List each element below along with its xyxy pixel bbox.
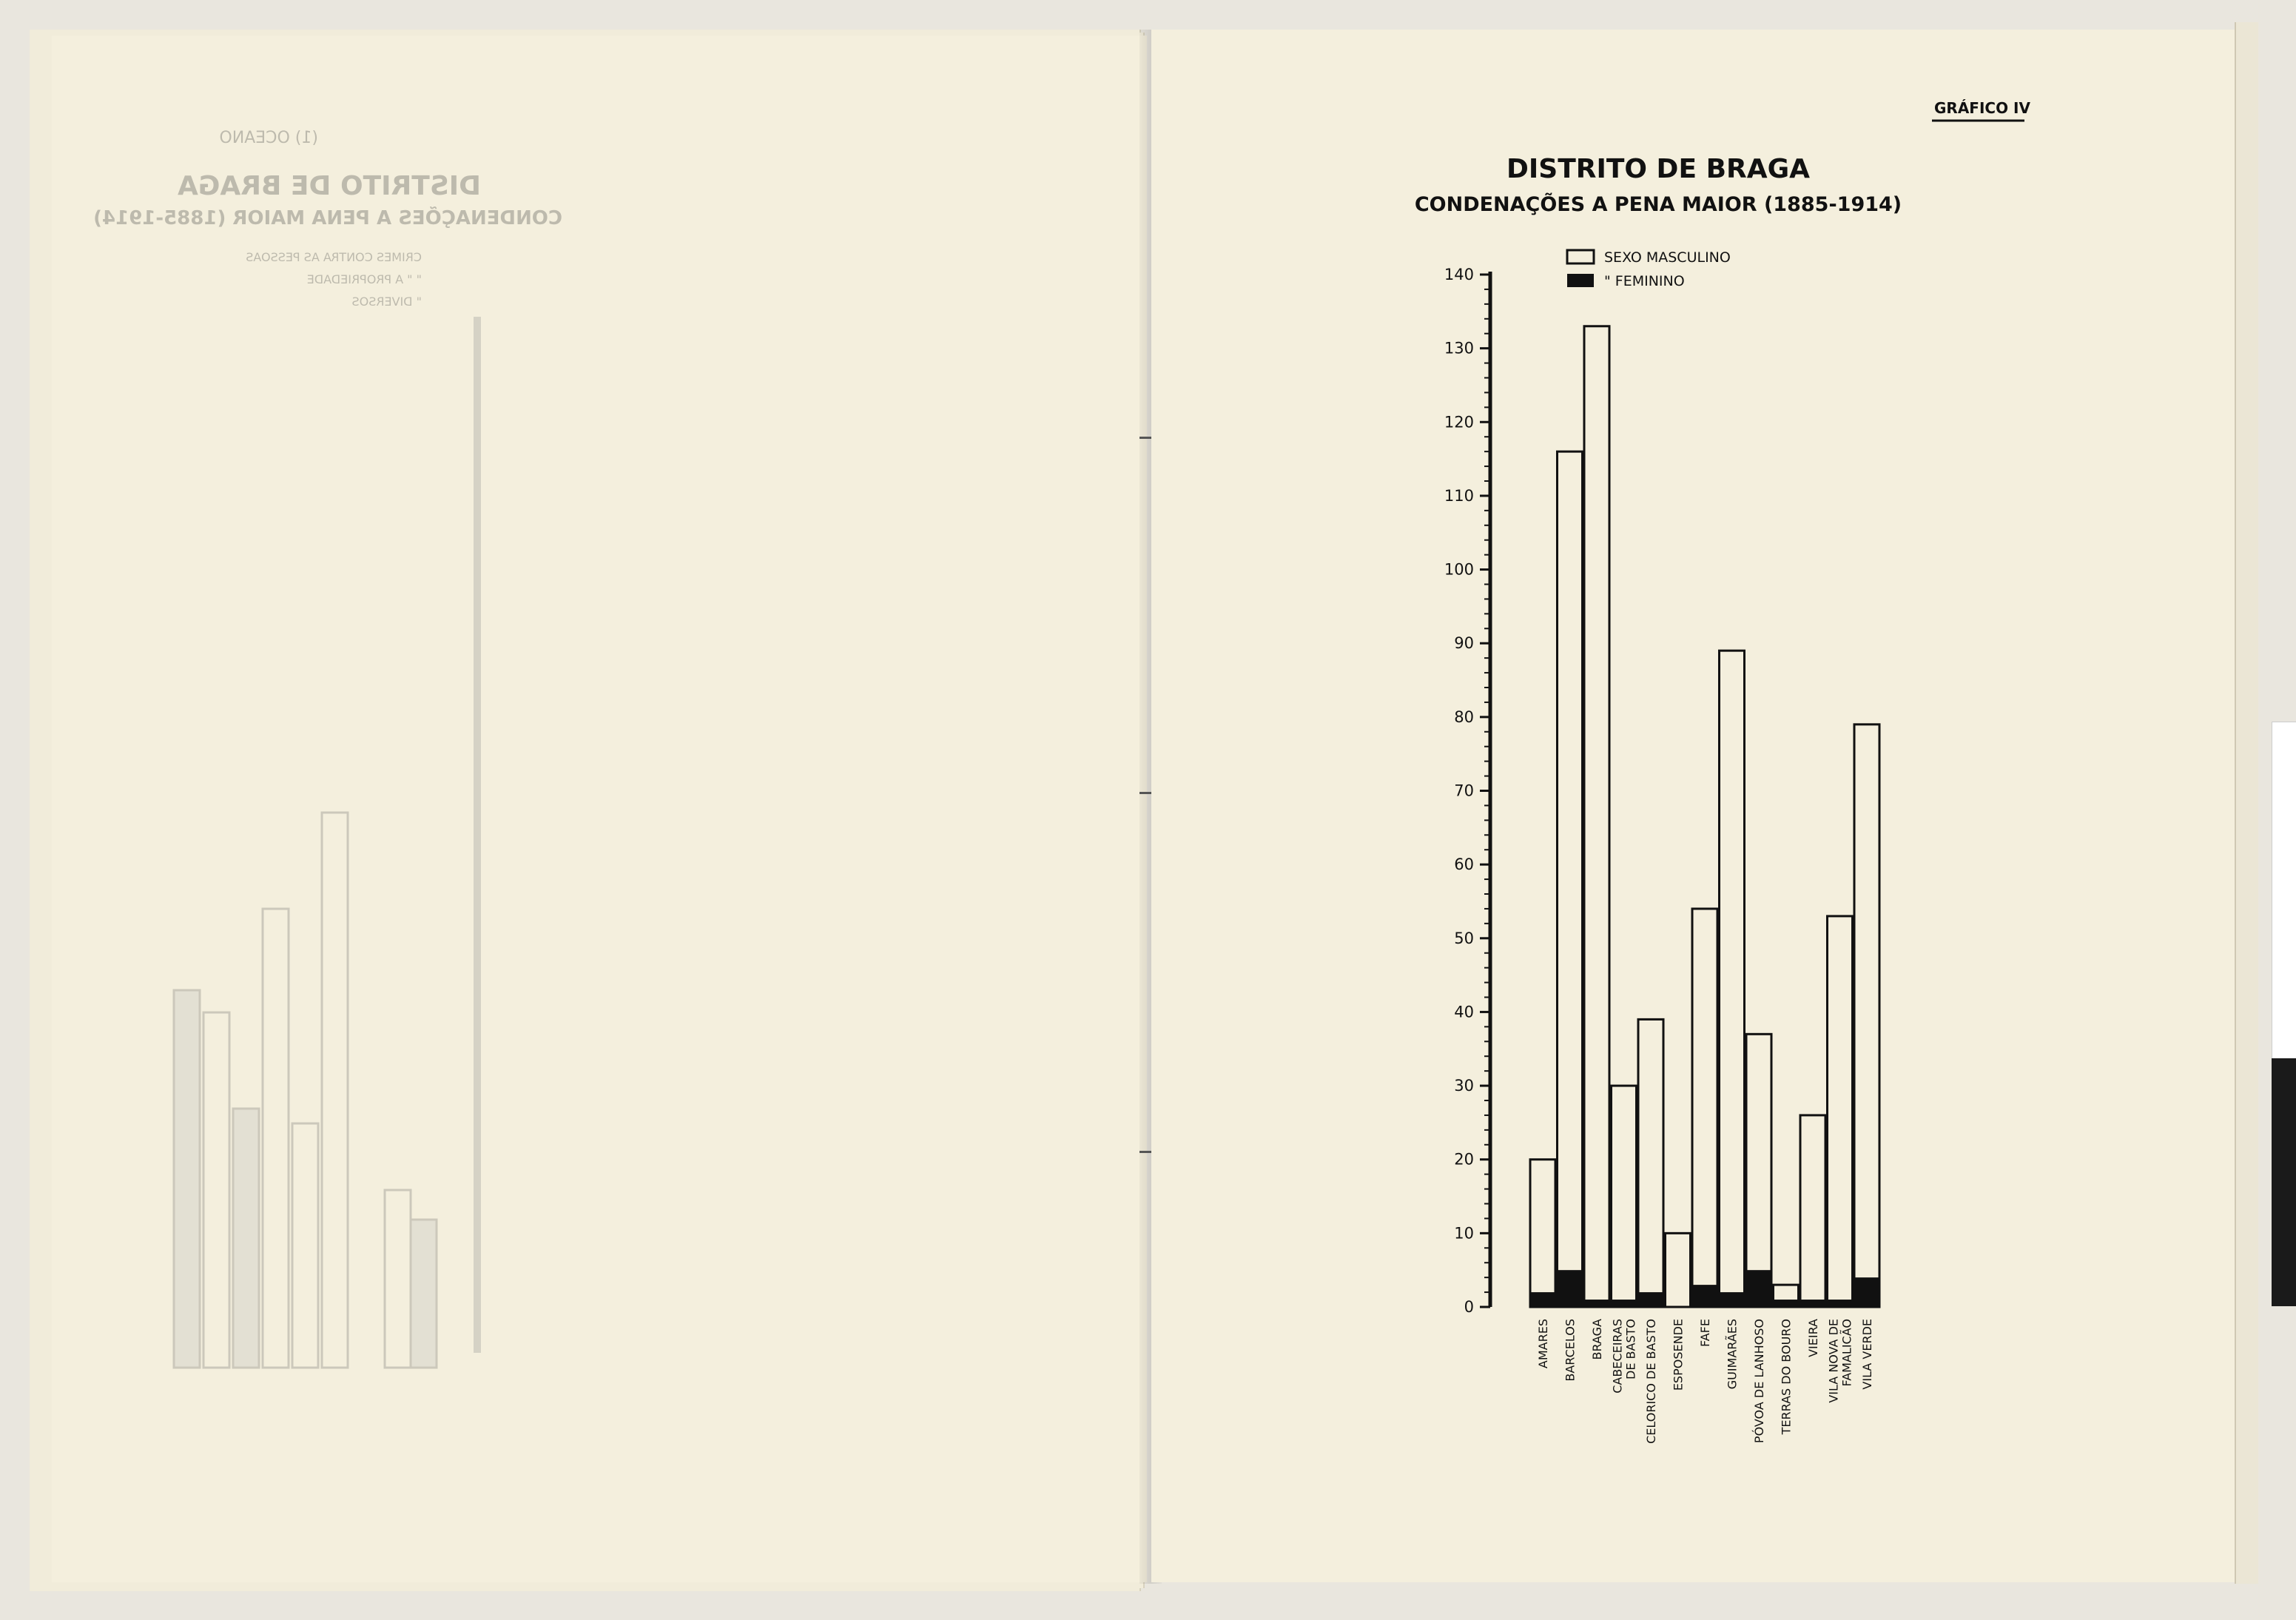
y-tick-label: 30: [1454, 1077, 1474, 1095]
x-tick-label: VILA VERDE: [1860, 1319, 1874, 1390]
bar-male: [1828, 916, 1853, 1307]
x-tick-label: FAFE: [1698, 1319, 1712, 1347]
y-tick-label: 90: [1454, 634, 1474, 653]
bar-female: [1612, 1300, 1637, 1307]
y-axis: [1444, 266, 1490, 1316]
bar-female: [1746, 1270, 1771, 1307]
bar-female: [1584, 1300, 1609, 1307]
ghost-legend-3: " DIVERSOS: [351, 295, 422, 309]
bar-male: [1720, 651, 1745, 1307]
ghost-header-mark: (1) OCEANO: [219, 129, 318, 147]
page-edge: [2235, 22, 2258, 1584]
figure-number: GRÁFICO IV: [1934, 99, 2030, 117]
y-tick-label: 50: [1454, 929, 1474, 947]
x-tick-label: TERRAS DO BOURO: [1779, 1319, 1794, 1435]
bar-female: [1558, 1270, 1583, 1307]
x-tick-label: VILA NOVA DE: [1826, 1319, 1841, 1403]
y-tick-label: 130: [1444, 339, 1474, 357]
bar-female: [1800, 1300, 1825, 1307]
y-tick-label: 10: [1454, 1224, 1474, 1243]
legend-swatch-female: [1567, 274, 1594, 287]
legend-label-male: SEXO MASCULINO: [1604, 249, 1731, 266]
legend-swatch-male: [1567, 250, 1594, 263]
bar-female: [1530, 1292, 1555, 1307]
ghost-subtitle: CONDENAÇÕES A PENA MAIOR (1885-1914): [93, 207, 562, 229]
ghost-legend-1: CRIMES CONTRA AS PESSOAS: [246, 250, 422, 264]
bar-female: [1774, 1300, 1799, 1307]
bar-female: [1828, 1300, 1853, 1307]
x-tick-label: ESPOSENDE: [1671, 1319, 1686, 1391]
bar-male: [1854, 725, 1879, 1307]
x-tick-label: BRAGA: [1590, 1319, 1604, 1360]
bleed-through-chart: [52, 36, 1147, 1582]
x-tick-label: DE BASTO: [1623, 1319, 1638, 1379]
legend-label-female: " FEMININO: [1604, 273, 1685, 289]
bars: [1530, 326, 1879, 1307]
bar-male: [1800, 1115, 1825, 1307]
ghost-legend-2: " " A PROPRIEDADE: [306, 272, 422, 286]
y-tick-label: 60: [1454, 856, 1474, 874]
bar-male: [1746, 1034, 1771, 1307]
bar-male: [1530, 1160, 1555, 1307]
y-tick-label: 20: [1454, 1150, 1474, 1169]
color-calibration-strip: [2272, 1058, 2296, 1306]
y-tick-label: 80: [1454, 708, 1474, 726]
x-axis-labels: [1536, 1319, 1874, 1444]
bar-male: [1692, 909, 1717, 1307]
y-tick-label: 70: [1454, 782, 1474, 800]
y-tick-label: 40: [1454, 1003, 1474, 1021]
bar-male: [1558, 451, 1583, 1307]
y-tick-label: 0: [1464, 1298, 1474, 1316]
chart-title: DISTRITO DE BRAGA: [1506, 154, 1811, 184]
y-tick-label: 140: [1444, 266, 1474, 283]
bar-female: [1638, 1292, 1663, 1307]
bar-male: [1612, 1086, 1637, 1307]
x-tick-label: GUIMARÃES: [1725, 1319, 1740, 1390]
x-tick-label: CABECEIRAS: [1610, 1319, 1625, 1394]
x-tick-label: BARCELOS: [1563, 1319, 1578, 1382]
x-tick-label: FAMALICÃO: [1839, 1319, 1854, 1387]
x-tick-label: AMARES: [1536, 1319, 1550, 1369]
right-page: [1151, 30, 2245, 1582]
x-tick-label: PÓVOA DE LANHOSO: [1752, 1319, 1766, 1444]
x-tick-label: VIEIRA: [1806, 1319, 1820, 1357]
y-tick-label: 120: [1444, 413, 1474, 431]
chart-subtitle: CONDENAÇÕES A PENA MAIOR (1885-1914): [1414, 193, 1902, 216]
ghost-title: DISTRITO DE BRAGA: [177, 171, 481, 201]
bar-female: [1692, 1285, 1717, 1307]
bar-male: [1638, 1019, 1663, 1307]
bar-female: [1720, 1292, 1745, 1307]
bar-female: [1854, 1277, 1879, 1307]
y-tick-label: 100: [1444, 560, 1474, 579]
bar-chart: [1151, 30, 2245, 1582]
y-tick-label: 110: [1444, 486, 1474, 505]
bar-male: [1666, 1233, 1691, 1307]
left-page: [52, 36, 1147, 1582]
bar-male: [1584, 326, 1609, 1307]
x-tick-label: CELORICO DE BASTO: [1644, 1319, 1658, 1444]
